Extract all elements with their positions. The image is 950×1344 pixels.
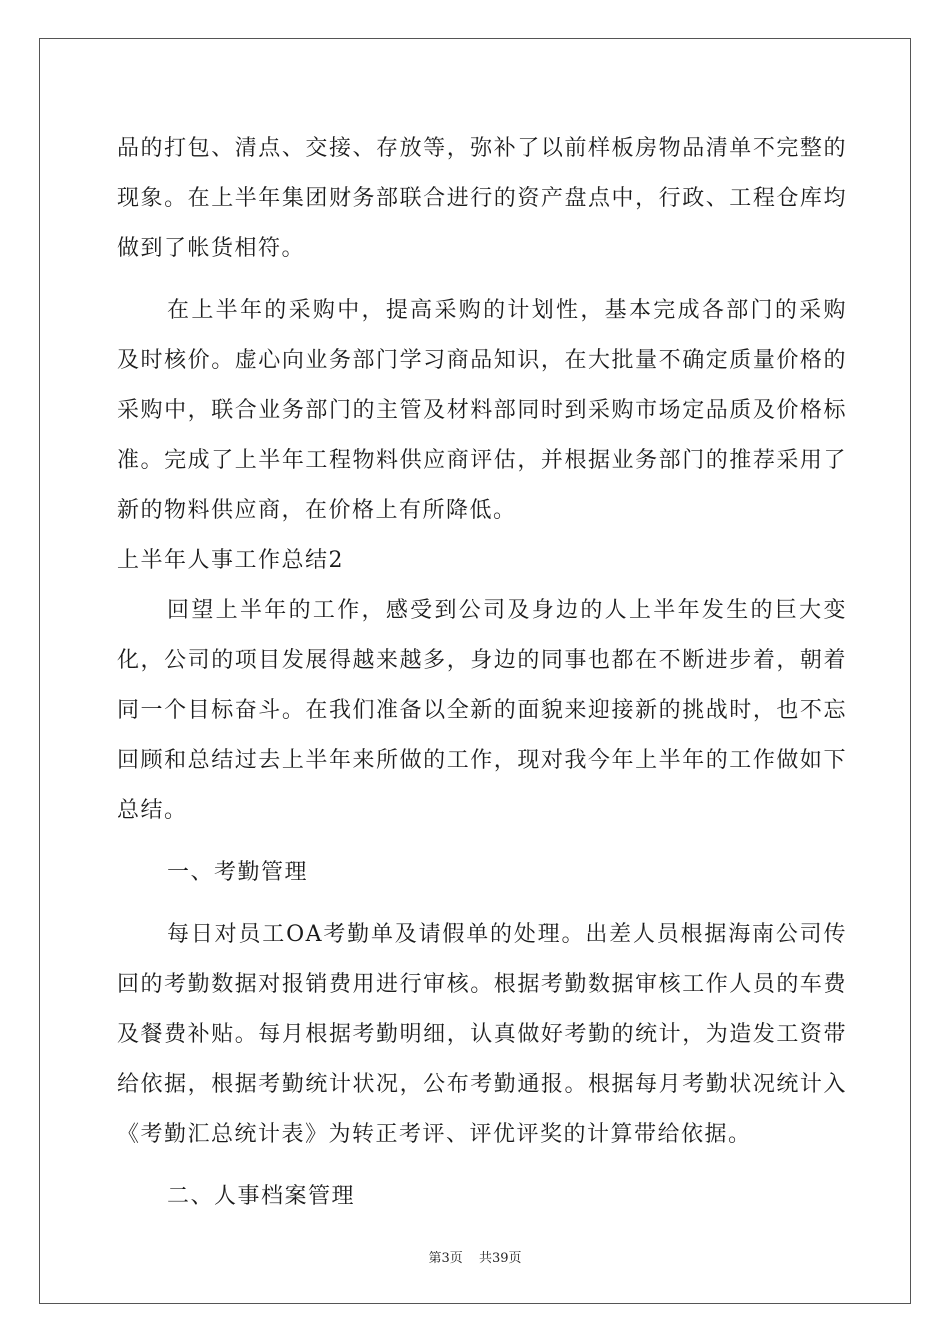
heading-attendance: 一、考勤管理 (167, 860, 309, 885)
paragraph-gap (117, 1160, 847, 1172)
paragraph-review: 回望上半年的工作，感受到公司及身边的人上半年发生的巨大变化，公司的项目发展得越来越多，身边的同事也都在不断进步着，朝着同一个目标奋斗。在我们准备以全新的面貌来迎接新的挑战时，也不忘回顾和总结过去上半年来所做的工作，现对我今年上半年的工作做如下总结。 (117, 598, 847, 823)
page-number: 第3页 (428, 1251, 463, 1266)
page-total: 共39页 (478, 1251, 522, 1266)
paragraph-gap (117, 274, 847, 286)
document-body (117, 124, 847, 1222)
paragraph-gap (117, 898, 847, 910)
paragraph-gap (117, 836, 847, 848)
paragraph-attendance: 每日对员工OA考勤单及请假单的处理。出差人员根据海南公司传回的考勤数据对报销费用进行审核。根据考勤数据审核工作人员的车费及餐费补贴。每月根据考勤明细，认真做好考勤的统计，为造发工资带给依据，根据考勤统计状况，公布考勤通报。根据每月考勤状况统计入《考勤汇总统计表》为转正考评、评优评奖的计算带给依据。 (117, 922, 847, 1147)
heading-personnel-files: 二、人事档案管理 (167, 1184, 356, 1209)
paragraph-procurement: 在上半年的采购中，提高采购的计划性，基本完成各部门的采购及时核价。虚心向业务部门学习商品知识，在大批量不确定质量价格的采购中，联合业务部门的主管及材料部同时到采购市场定品质及价格标准。完成了上半年工程物料供应商评估，并根据业务部门的推荐采用了新的物料供应商，在价格上有所降低。 (117, 298, 847, 523)
section-title: 上半年人事工作总结2 (117, 548, 344, 573)
paragraph-continued: 品的打包、清点、交接、存放等，弥补了以前样板房物品清单不完整的现象。在上半年集团财务部联合进行的资产盘点中，行政、工程仓库均做到了帐货相符。 (117, 136, 847, 261)
page-footer (0, 1247, 950, 1266)
